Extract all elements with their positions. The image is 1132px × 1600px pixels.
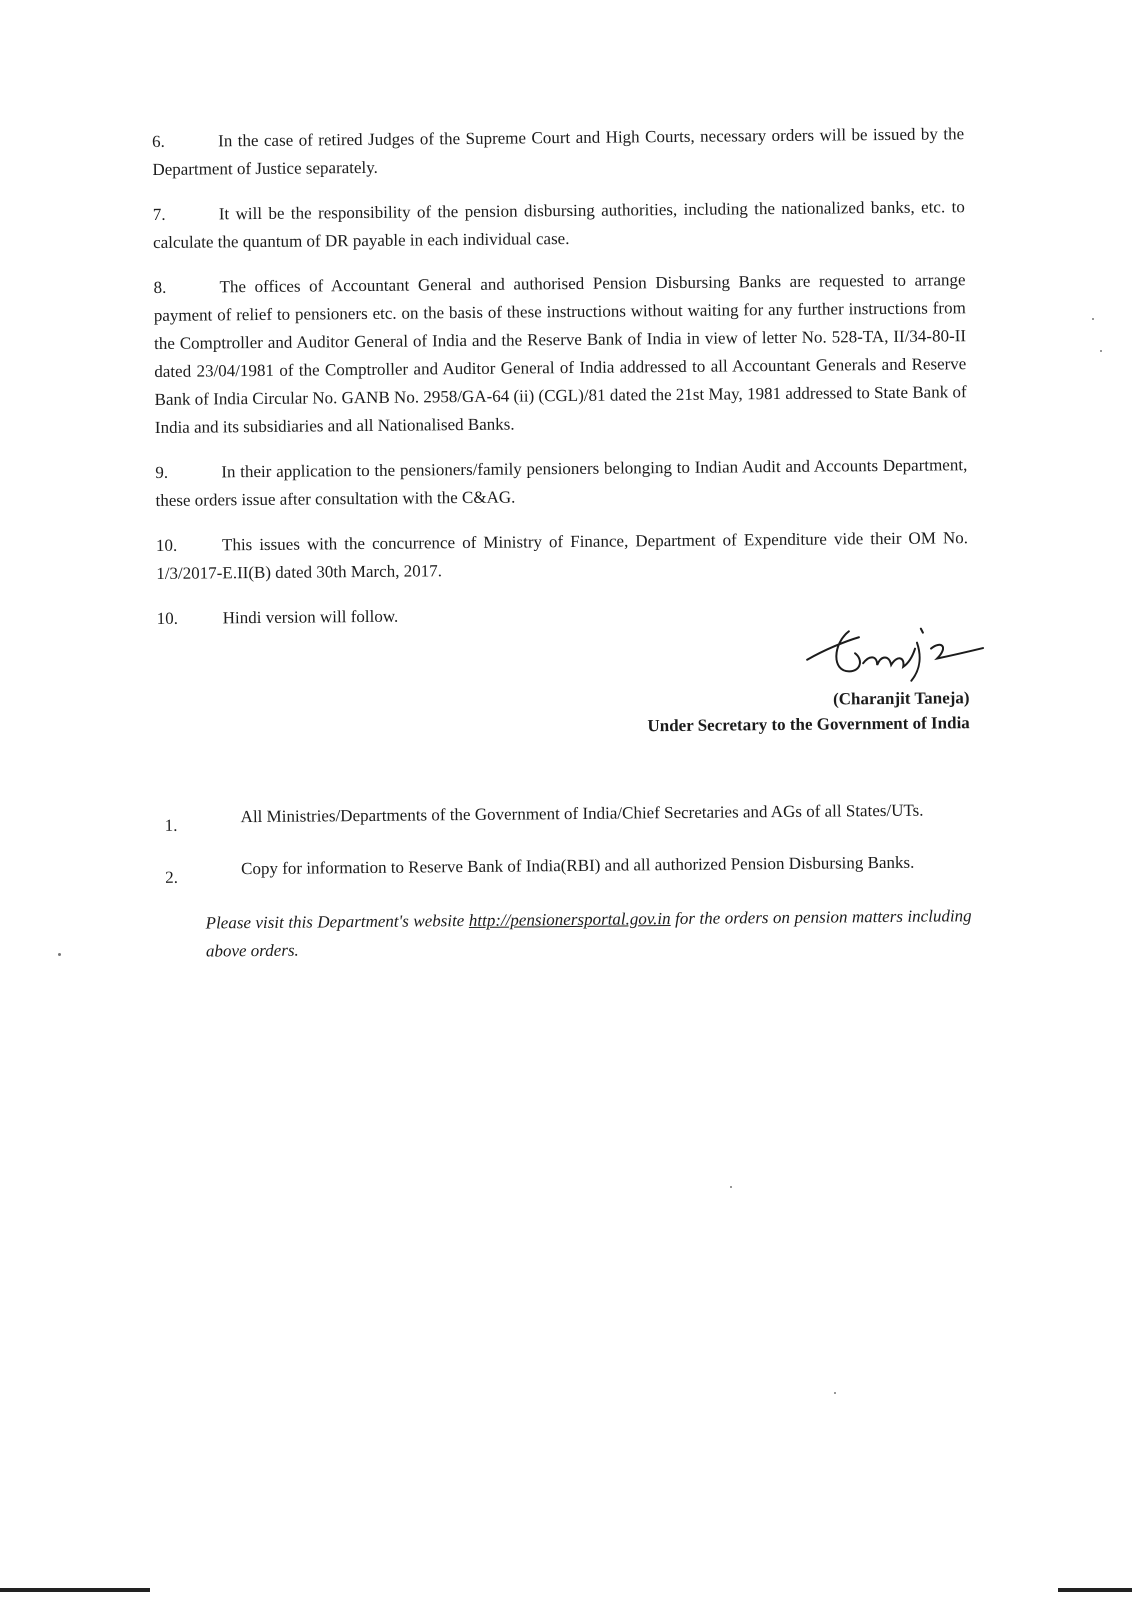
paragraph-number: 6. — [152, 131, 165, 151]
document-body — [152, 120, 972, 966]
paragraph-10-concurrence — [156, 524, 969, 588]
distribution-number: 2. — [165, 867, 179, 887]
paragraph-text: In the case of retired Judges of the Supreme Court and High Courts, necessary orders will be issued by the Department of Justice separately. — [152, 124, 965, 179]
distribution-text: Copy for information to Reserve Bank of India(RBI) and all authorized Pension Disbursing Banks. — [241, 852, 915, 879]
signatory-designation: Under Secretary to the Government of India — [647, 713, 970, 736]
scan-speck — [58, 953, 61, 956]
scan-edge-mark — [1058, 1588, 1132, 1592]
paragraph-text: In their application to the pensioners/family pensioners belonging to Indian Audit and Accounts Department, these orders issue after consultation with the C&AG. — [155, 455, 968, 510]
paragraph-number: 10. — [155, 535, 178, 555]
scan-speck — [834, 1392, 836, 1394]
paragraph-text: It will be the responsibility of the pension disbursing authorities, including the nationalized banks, etc. to calculate the quantum of DR payable in each individual case. — [153, 197, 965, 252]
paragraph-text: Hindi version will follow. — [222, 606, 399, 628]
scan-speck — [1100, 350, 1102, 352]
website-note-text: for the orders on pension matters including above orders. — [205, 906, 972, 961]
paragraph-text: The offices of Accountant General and authorised Pension Disbursing Banks are requested to arrange payment of relief to pensioners etc. on the basis of these instructions without waiting for any further instructions from the Comptroller and Auditor General of India and the Reserve Bank of India in view of letter No. 528-TA, II/34-80-II dated 23/04/1981 of the Comptroller and Auditor General of India addressed to all Accountant Generals and Reserve Bank of India Circular No. GANB No. 2958/GA-64 (ii) (CGL)/81 dated the 21st May, 1981 addressed to State Bank of India and its subsidiaries and all Nationalised Banks. — [153, 270, 967, 437]
distribution-item — [159, 850, 971, 890]
website-note — [206, 902, 973, 965]
paragraph-text: This issues with the concurrence of Ministry of Finance, Department of Expenditure vide their OM No. 1/3/2017-E.II(B) dated 30th March, 2017. — [156, 528, 969, 583]
signature-block — [157, 642, 970, 806]
scan-speck — [1092, 318, 1094, 320]
paragraph-8 — [153, 266, 967, 442]
handwritten-signature-icon — [797, 618, 988, 686]
website-note-text: Please visit this Department's website — [205, 910, 469, 933]
paragraph-number: 9. — [155, 462, 169, 482]
pensioners-portal-link[interactable]: http://pensionersportal.gov.in — [468, 909, 671, 930]
distribution-number: 1. — [164, 815, 178, 835]
paragraph-number: 7. — [152, 204, 166, 224]
distribution-text: All Ministries/Departments of the Government of India/Chief Secretaries and AGs of all States/UTs. — [240, 800, 924, 827]
signatory-name: (Charanjit Taneja) — [832, 688, 970, 709]
scan-speck — [730, 1186, 732, 1188]
paragraph-9 — [155, 451, 968, 515]
paragraph-number: 8. — [153, 277, 167, 297]
paragraph-number: 10. — [156, 608, 179, 628]
paragraph-7 — [153, 193, 966, 257]
scan-edge-mark — [0, 1588, 150, 1592]
paragraph-6 — [152, 120, 965, 184]
